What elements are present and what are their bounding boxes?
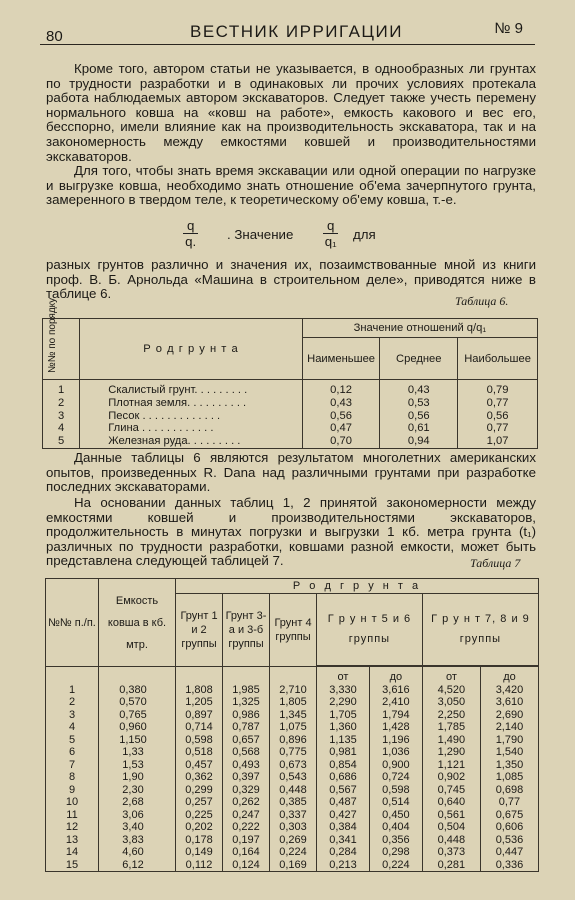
table-cell: 0,336 — [495, 858, 524, 871]
table-cell: 1,075 — [279, 721, 307, 733]
fraction-2: $\frac{q}{\text{q₁}}$ — [324, 218, 337, 249]
table-cell: 0,56 — [407, 409, 430, 422]
paragraph-4: Данные таблицы 6 являются результатом многолетних американских опытов, произведенных R. Dana над различными грунтами при разработке последних экскаваторами. — [46, 450, 536, 495]
table-cell: 2 — [58, 396, 65, 409]
table-cell: 0,457 — [185, 758, 213, 771]
table-cell: 0,448 — [279, 783, 307, 796]
table-cell: 0,504 — [437, 821, 466, 833]
table-cell: 3,06 — [122, 808, 144, 821]
table-cell: 3 — [58, 409, 65, 422]
t7-g56-to-values — [369, 667, 422, 872]
table-cell: 1,345 — [279, 708, 307, 721]
table-cell: 0,404 — [382, 821, 410, 833]
table-cell: 0,487 — [329, 796, 357, 808]
ratio-formula — [165, 218, 385, 254]
table-cell: 0,164 — [232, 846, 260, 858]
table-cell: 0,450 — [382, 808, 410, 821]
table-cell: 0,514 — [382, 796, 410, 808]
table-cell: 0,373 — [437, 846, 466, 858]
table-cell: 0,775 — [279, 746, 307, 758]
table-cell: 2,140 — [495, 721, 524, 733]
table-cell: 0,79 — [486, 384, 509, 396]
table-cell: 3,40 — [122, 821, 144, 833]
table-cell: 14 — [65, 846, 79, 858]
table-cell: 0,745 — [437, 783, 466, 796]
table-cell: 10 — [65, 796, 79, 808]
table-cell: 0,341 — [329, 833, 357, 846]
table-cell: 0,299 — [185, 783, 213, 796]
t7-col-g4: Грунт 4 группы — [270, 594, 317, 667]
table-cell: 0,765 — [119, 708, 147, 721]
table-cell: 1,205 — [185, 696, 213, 708]
table-cell: 1,785 — [437, 721, 466, 733]
table-7 — [45, 578, 539, 872]
table-cell: 0,657 — [232, 733, 260, 746]
table-cell: 0,356 — [382, 833, 410, 846]
table-cell: 0,284 — [329, 846, 357, 858]
table-cell: 0,329 — [232, 783, 260, 796]
table-cell: 5 — [68, 733, 76, 746]
table-cell: 0,124 — [232, 858, 260, 871]
table-cell: 0,77 — [498, 796, 521, 808]
page-header — [40, 22, 535, 45]
table-cell: 0,94 — [407, 435, 430, 448]
paragraph-5: На основании данных таблиц 1, 2 принятой закономерности между емкостями ковшей и производительностями экскаваторов, продолжительность в минутах погрузки и выгрузки 1 кб. метра грунта (t₁) различных по трудности разработки, ковшами разной емкости, может быть представлена следующей таблицей 7. — [46, 495, 536, 569]
paragraph-1: Кроме того, автором статьи не указывается, в однообразных ли грунтах по трудности разработки и в одинаковых ли прочих условиях протекала работа наблюдаемых автором экскаваторов. Следует также учесть перемену нормального ковша на «ковш на работе», емкость какового и вес его, бесспорно, имели влияние как на производительность экскаватора, так и на закономерность между емкостями ковшей и производительностями экскаваторов. — [46, 61, 536, 164]
table-cell: 4,60 — [122, 846, 144, 858]
table-cell: 0,598 — [185, 733, 213, 746]
table-cell: 9 — [68, 783, 76, 796]
table-cell: 0,149 — [185, 846, 213, 858]
t6-max-values — [458, 380, 538, 449]
t6-soils — [80, 380, 302, 449]
table-cell: 8 — [68, 771, 76, 783]
t7-g79-from-values — [422, 667, 480, 872]
t7-g4-values — [270, 667, 317, 872]
table-cell: 0,640 — [437, 796, 466, 808]
table-cell: 0,981 — [329, 746, 357, 758]
table-cell: 0,714 — [185, 721, 213, 733]
table-cell: Песок . . . . . . . . . . . . . — [108, 409, 221, 422]
table-cell: 1,325 — [232, 696, 260, 708]
table-cell: 1 — [68, 683, 76, 696]
table-cell: 0,262 — [232, 796, 260, 808]
table-cell: 0,298 — [382, 846, 410, 858]
t7-col-capacity: Емкость ковша в кб. мтр. — [99, 579, 176, 667]
table-cell: 0,178 — [185, 833, 213, 846]
table-cell: 0,47 — [330, 422, 352, 435]
table-cell: 15 — [65, 858, 79, 871]
table-cell: 4 — [58, 422, 65, 435]
table-cell: 1,290 — [437, 746, 466, 758]
t6-min-values — [302, 380, 380, 449]
table-cell: 0,202 — [185, 821, 213, 833]
table-cell: 0,568 — [232, 746, 260, 758]
table-cell: 0,197 — [232, 833, 260, 846]
formula-text: . Значение — [227, 227, 294, 242]
table-cell: 0,213 — [329, 858, 357, 871]
t7-capacity-values — [99, 667, 176, 872]
table-cell: 0,385 — [279, 796, 307, 808]
table-cell: 1,985 — [232, 683, 260, 696]
t6-col-ratio: Значение отношений q/q₁ — [302, 319, 537, 338]
issue-number: № 9 — [494, 20, 523, 37]
table-cell: 0,222 — [232, 821, 260, 833]
table-cell: 0,362 — [185, 771, 213, 783]
t6-col-soil: Р о д г р у н т а — [80, 319, 302, 380]
table-cell: 0,570 — [119, 696, 147, 708]
t7-g36-values — [223, 667, 270, 872]
table-cell: 2,30 — [122, 783, 144, 796]
table-cell: 0,43 — [407, 384, 430, 396]
table-cell: 0,902 — [437, 771, 466, 783]
table6-caption: Таблица 6. — [455, 294, 509, 308]
table-cell: 0,112 — [185, 858, 213, 871]
table-cell: 0,169 — [279, 858, 307, 871]
table-cell: 1,90 — [122, 771, 144, 783]
table-cell: 1,360 — [329, 721, 357, 733]
from-label: от — [337, 671, 349, 683]
table-cell: 0,53 — [407, 396, 430, 409]
t6-col-number: №№ по порядку — [43, 319, 80, 380]
table-cell: 1,07 — [486, 435, 509, 448]
table-cell: 3,420 — [495, 683, 524, 696]
table-cell: 2,710 — [279, 683, 307, 696]
table-cell: 1,490 — [437, 733, 466, 746]
table-cell: 0,12 — [330, 384, 352, 396]
table-cell: 2,290 — [329, 696, 357, 708]
table-cell: 0,281 — [437, 858, 466, 871]
table-cell: 0,224 — [382, 858, 410, 871]
table-cell: 1,540 — [495, 746, 524, 758]
table-cell: 0,43 — [330, 396, 352, 409]
table-cell: 0,598 — [382, 783, 410, 796]
table-cell: 1,135 — [329, 733, 357, 746]
t7-col-g12: Грунт 1 и 2 группы — [176, 594, 223, 667]
table-cell: 1,805 — [279, 696, 307, 708]
table-cell: 1 — [58, 384, 65, 396]
table-cell: 0,225 — [185, 808, 213, 821]
table-cell: 0,337 — [279, 808, 307, 821]
table-cell: 0,56 — [330, 409, 352, 422]
table-cell: 0,257 — [185, 796, 213, 808]
table-cell: 1,196 — [382, 733, 410, 746]
journal-title: ВЕСТНИК ИРРИГАЦИИ — [190, 22, 403, 41]
t7-numbers — [46, 667, 99, 872]
table-cell: 0,380 — [119, 683, 147, 696]
table-cell: 0,673 — [279, 758, 307, 771]
table-cell: 2 — [68, 696, 76, 708]
table-cell: 0,675 — [495, 808, 524, 821]
table-cell: 4,520 — [437, 683, 466, 696]
table-cell: 0,247 — [232, 808, 260, 821]
table-cell: 0,70 — [330, 435, 352, 448]
table-cell: 1,085 — [495, 771, 524, 783]
paragraph-2: Для того, чтобы знать время экскавации или одной операции по нагрузке и выгрузке ковша, необходимо знать отношение об'ема зачерпнутого грунта, замеренного в твердом теле, к теоретическому об'ему ковша, т.-е. — [46, 163, 536, 208]
table-cell: Плотная земля. . . . . . . . . . — [108, 396, 247, 409]
table-cell: 1,350 — [495, 758, 524, 771]
to-label: до — [389, 671, 403, 683]
table-cell: 3,330 — [329, 683, 357, 696]
table-cell: 12 — [65, 821, 79, 833]
table-cell: 1,036 — [382, 746, 410, 758]
table-cell: 0,896 — [279, 733, 307, 746]
table-cell: 1,150 — [119, 733, 147, 746]
table-cell: 0,787 — [232, 721, 260, 733]
table-cell: 0,269 — [279, 833, 307, 846]
table-cell: 0,447 — [495, 846, 524, 858]
table-cell: 1,705 — [329, 708, 357, 721]
table-cell: 3,050 — [437, 696, 466, 708]
table-cell: 0,77 — [486, 422, 509, 435]
table-cell: 2,68 — [122, 796, 144, 808]
table-cell: 0,427 — [329, 808, 357, 821]
table-cell: 0,536 — [495, 833, 524, 846]
page-number: 80 — [46, 28, 63, 45]
table-cell: 4 — [68, 721, 76, 733]
table-cell: 0,686 — [329, 771, 357, 783]
from-label: от — [445, 671, 457, 683]
table-cell: 11 — [66, 808, 78, 821]
table-cell: 0,448 — [437, 833, 466, 846]
table-cell: 0,724 — [382, 771, 410, 783]
table-cell: 0,303 — [279, 821, 307, 833]
t7-g12-values — [176, 667, 223, 872]
t7-col-g36: Грунт 3-а и 3-б группы — [223, 594, 270, 667]
table-cell: 3,616 — [382, 683, 410, 696]
table-cell: 0,900 — [382, 758, 410, 771]
table-cell: 13 — [65, 833, 79, 846]
table-cell: 1,121 — [437, 758, 466, 771]
fraction-1: $\frac{q}{q.}$ — [183, 218, 198, 249]
table-cell: 0,224 — [279, 846, 307, 858]
table-cell: 0,986 — [232, 708, 260, 721]
table-cell: 2,250 — [437, 708, 466, 721]
table-cell: 0,606 — [495, 821, 524, 833]
table-cell: 0,77 — [486, 396, 509, 409]
t7-col-soil-group: Р о д г р у н т а — [176, 579, 539, 594]
table-cell: 5 — [58, 435, 65, 448]
table-cell: 1,428 — [382, 721, 410, 733]
table-cell: 1,33 — [122, 746, 144, 758]
t7-g56-from-values — [317, 667, 370, 872]
table-cell: 6 — [68, 746, 76, 758]
table-cell: Глина . . . . . . . . . . . . — [108, 422, 214, 435]
table-cell: 0,56 — [486, 409, 509, 422]
table-cell: 1,790 — [495, 733, 524, 746]
table-cell: 0,61 — [407, 422, 430, 435]
table-cell: 3,610 — [495, 696, 524, 708]
table-cell: 2,410 — [382, 696, 410, 708]
formula-tail: для — [353, 227, 376, 242]
t7-col-g56: Г р у н т 5 и 6 группы — [317, 594, 423, 666]
table-cell: 0,897 — [185, 708, 213, 721]
table-cell: 3,83 — [122, 833, 144, 846]
table-cell: 0,543 — [279, 771, 307, 783]
t6-numbers — [43, 380, 80, 449]
table-cell: 0,493 — [232, 758, 260, 771]
table-cell: 0,567 — [329, 783, 357, 796]
table-cell: 0,561 — [437, 808, 466, 821]
t6-col-avg: Среднее — [380, 338, 458, 380]
table-cell: 0,854 — [329, 758, 357, 771]
table-cell: 1,53 — [122, 758, 144, 771]
table-cell: 7 — [68, 758, 76, 771]
to-label: до — [503, 671, 516, 683]
table-cell: 1,794 — [382, 708, 410, 721]
table-cell: 0,384 — [329, 821, 357, 833]
t7-col-g79: Г р у н т 7, 8 и 9 группы — [422, 594, 538, 666]
table-cell: 0,698 — [495, 783, 524, 796]
t7-col-number: №№ п./п. — [46, 579, 99, 667]
table-cell: 2,690 — [495, 708, 524, 721]
table-cell: 3 — [68, 708, 76, 721]
t6-col-max: Наибольшее — [458, 338, 538, 380]
table-cell: 1,808 — [185, 683, 213, 696]
table7-caption: Таблица 7 — [470, 556, 521, 570]
table-cell: 0,960 — [119, 721, 147, 733]
table-cell: 0,397 — [232, 771, 260, 783]
table-cell: 0,518 — [185, 746, 213, 758]
table-cell: Железная руда. . . . . . . . . — [108, 435, 241, 448]
paragraph-3: разных грунтов различно и значения их, позаимствованные мной из книги проф. В. Б. Арнольда «Машина в строительном деле», приводятся ниже в таблице 6. — [46, 257, 536, 302]
table-cell: Скалистый грунт. . . . . . . . . — [108, 384, 248, 396]
t6-avg-values — [380, 380, 458, 449]
table-cell: 6,12 — [122, 858, 144, 871]
t6-col-min: Наименьшее — [302, 338, 380, 380]
t7-g79-to-values — [480, 667, 538, 872]
